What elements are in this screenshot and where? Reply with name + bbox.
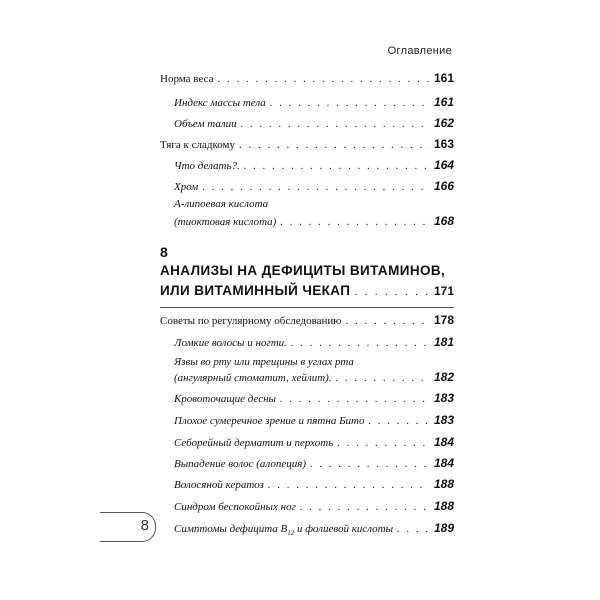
page-number-tab xyxy=(100,512,156,542)
toc-entry-page: 161 xyxy=(433,95,454,109)
toc-entry-label: (ангулярный стоматит, хейлит). xyxy=(174,372,332,384)
section-divider xyxy=(160,307,454,308)
toc-entry-label: (тиоктовая кислота) xyxy=(174,216,277,228)
toc-entry-page: 168 xyxy=(433,214,454,228)
leader-dots xyxy=(300,501,430,513)
toc-entry-page: 189 xyxy=(433,521,454,535)
toc-entry-page: 184 xyxy=(433,456,454,470)
toc-entry-label: Кровоточащие десны xyxy=(174,393,277,405)
toc-entry-label: Выпадение волос (алопеция) xyxy=(174,458,307,470)
toc-entry-label xyxy=(174,523,393,537)
toc-entry[interactable] xyxy=(174,95,454,109)
toc-entry-label: Советы по регулярному обследованию xyxy=(160,315,342,327)
toc-entry[interactable] xyxy=(160,137,454,151)
toc-entry[interactable] xyxy=(160,71,454,85)
toc-entry-label: Себорейный дерматит и перхоть xyxy=(174,437,334,449)
label-part: и фолиевой кислоты xyxy=(294,523,394,535)
toc-entry[interactable] xyxy=(174,521,454,537)
chapter-number: 8 xyxy=(160,244,168,260)
toc-entry[interactable] xyxy=(174,391,454,405)
leader-dots xyxy=(336,372,430,384)
toc-entry-label: Волосяной кератоз xyxy=(174,479,264,491)
toc-entry-page: 162 xyxy=(433,116,454,130)
toc-entry-page: 166 xyxy=(433,179,454,193)
leader-dots xyxy=(291,337,430,349)
toc-entry-page: 181 xyxy=(433,335,454,349)
toc-entry-page: 188 xyxy=(433,499,454,513)
toc-entry[interactable] xyxy=(174,179,454,193)
toc-entry[interactable] xyxy=(174,477,454,491)
leader-dots xyxy=(369,415,430,427)
toc-entry-page: 183 xyxy=(433,413,454,427)
leader-dots xyxy=(244,160,430,172)
leader-dots xyxy=(202,181,430,193)
leader-dots xyxy=(217,73,429,85)
toc-entry-label: Тяга к сладкому xyxy=(160,139,235,151)
leader-dots xyxy=(239,139,430,151)
leader-dots xyxy=(310,458,430,470)
toc-entry[interactable] xyxy=(174,158,454,172)
leader-dots xyxy=(270,97,430,109)
toc-entry[interactable] xyxy=(160,313,454,327)
toc-entry[interactable] xyxy=(174,214,454,228)
toc-entry[interactable] xyxy=(174,370,454,384)
toc-entry-label: Плохое сумеречное зрение и пятна Бито xyxy=(174,415,365,427)
toc-entry-page: 161 xyxy=(433,71,454,85)
chapter-title-line1: АНАЛИЗЫ НА ДЕФИЦИТЫ ВИТАМИНОВ, xyxy=(160,263,446,278)
toc-entry[interactable] xyxy=(174,335,454,349)
label-part: Симптомы дефицита В xyxy=(174,523,288,535)
toc-entry[interactable] xyxy=(174,413,454,427)
toc-entry[interactable] xyxy=(174,435,454,449)
page-number: 8 xyxy=(140,517,149,534)
toc-entry-label: Норма веса xyxy=(160,73,214,85)
leader-dots xyxy=(397,523,430,535)
toc-entry-page: 184 xyxy=(433,435,454,449)
toc-entry[interactable] xyxy=(174,499,454,513)
toc-entry-label: Что делать?. xyxy=(174,160,240,172)
toc-entry-label: Хром xyxy=(174,181,199,193)
leader-dots xyxy=(337,437,430,449)
toc-entry-page: 164 xyxy=(433,158,454,172)
toc-entry-page: 183 xyxy=(433,391,454,405)
leader-dots xyxy=(354,286,430,298)
leader-dots xyxy=(280,393,430,405)
running-header: Оглавление xyxy=(387,45,452,57)
chapter-entry[interactable] xyxy=(160,283,454,298)
leader-dots xyxy=(241,118,430,130)
toc-entry-page: 163 xyxy=(433,137,454,151)
toc-entry-label-line1: Язвы во рту или трещины в углах рта xyxy=(174,356,354,368)
toc-entry[interactable] xyxy=(174,456,454,470)
toc-entry-label: Индекс массы тела xyxy=(174,97,266,109)
label-subscript: 12 xyxy=(287,529,295,538)
chapter-title-line2: ИЛИ ВИТАМИННЫЙ ЧЕКАП xyxy=(160,283,351,298)
toc-entry-label: Ломкие волосы и ногти. xyxy=(174,337,287,349)
leader-dots xyxy=(268,479,430,491)
leader-dots xyxy=(280,216,430,228)
chapter-page: 171 xyxy=(433,284,454,298)
toc-entry-label: Синдром беспокойных ног xyxy=(174,501,296,513)
leader-dots xyxy=(346,315,430,327)
toc-entry-label: Объем талии xyxy=(174,118,237,130)
toc-entry[interactable] xyxy=(174,116,454,130)
toc-entry-page: 182 xyxy=(433,370,454,384)
toc-entry-page: 188 xyxy=(433,477,454,491)
toc-entry-label-line1: А-липоевая кислота xyxy=(174,198,269,210)
toc-entry-page: 178 xyxy=(433,313,454,327)
